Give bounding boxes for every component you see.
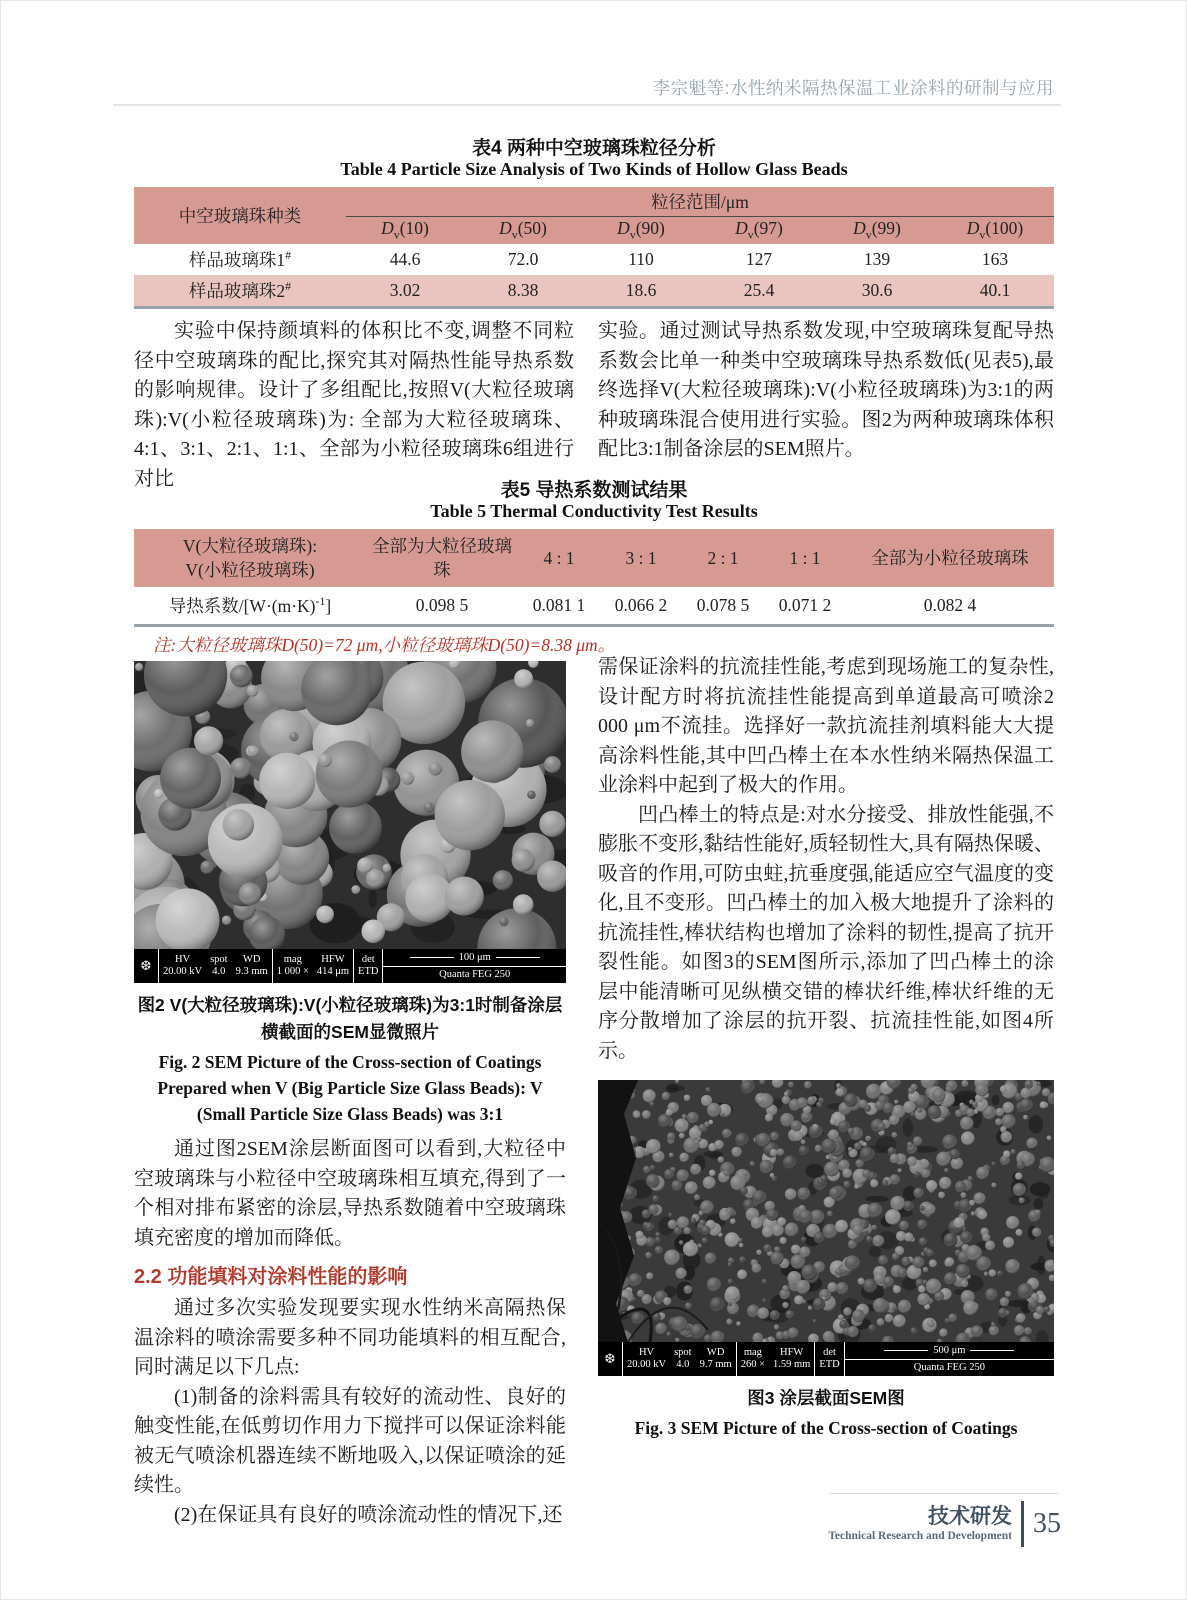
sem-bar-group [272,949,353,983]
table4-title-en: Table 4 Particle Size Analysis of Two Kinds of Hollow Glass Beads [340,159,848,179]
cell: 127 [745,249,773,269]
table-row [134,244,1054,275]
left-column [134,661,566,1530]
table4 [134,187,1054,309]
cell: 3.02 [389,280,421,300]
sem-logo-icon: ❆ [604,1351,616,1366]
cell: 0.071 2 [778,595,832,615]
cell: 139 [863,249,891,269]
paragraph: 需保证涂料的抗流挂性能,考虑到现场施工的复杂性,设计配方时将抗流挂性能提高到单道最高可喷涂2 000 μm不流挂。选择好一款抗流挂剂填料能大大提高涂料性能,其中凹凸棒土在本水性纳米隔热保温工业涂料中起到了极大的作用。 [598,656,1054,796]
sem-bar-group [353,949,382,983]
row-label: 导热系数$/[W\cdot(m\cdot K)^{-1}]$ [168,594,332,616]
table-row [134,275,1054,308]
table5-col-header: 3 : 1 [600,529,682,587]
table5-col-header: 全部为小粒径玻璃珠 [846,529,1054,587]
table4-span-header: 粒径范围/μm [346,187,1054,217]
cell: 30.6 [861,280,893,300]
sem-field-mag: mag 260 × [740,1346,765,1370]
cell: 18.6 [625,280,657,300]
table5-col-header: 1 : 1 [764,529,846,587]
figure3-sem-image [598,1080,1054,1342]
page-number: 35 [1033,1508,1061,1539]
sem-scale-bar: 100 μm [383,949,566,967]
footer-section-en: Technical Research and Development [828,1529,1012,1542]
figure3-sem-infobar [598,1342,1054,1376]
sem-field-hv: HV 20.00 kV [163,953,203,977]
sem-bar-group [158,949,272,983]
footer-section-zh: 技术研发 [928,1504,1012,1528]
figure3-caption-zh: 图3 涂层截面SEM图 [747,1388,905,1408]
left-column-top [134,317,574,494]
cell: 0.066 2 [614,595,668,615]
paragraph: 通过多次实验发现要实现水性纳米高隔热保温涂料的喷涂需要多种不同功能填料的相互配合,同时满足以下几点: [134,1297,566,1378]
running-head: 李宗魁等:水性纳米隔热保温工业涂料的研制与应用 [652,78,1054,98]
sem-scale-area [382,949,566,983]
sem-scale-area [844,1342,1054,1376]
table5-col-header: 2 : 1 [682,529,764,587]
sem-field-det: det ETD [819,1346,840,1370]
figure2-caption-en: Fig. 2 SEM Picture of the Cross-section of Coatings Prepared when V (Big Particle Size Glass Beads): V (Small Particle Size Glass Beads) was 3:1 [157,1052,543,1124]
sem-bar-group [814,1342,843,1376]
table4-col-header: $D_v(90)$ [582,217,700,245]
table5-row-header-line2: V(小粒径玻璃珠) [185,560,315,580]
row-label: 样品玻璃珠1# [188,248,292,270]
sem-field-hfw: HFW 414 μm [316,953,350,977]
sem-field-mag: mag 1 000 × [276,953,309,977]
section-heading-2-2: 2.2 功能填料对涂料性能的影响 [134,1266,408,1288]
table4-col-header: $D_v(50)$ [464,217,582,245]
cell: 72.0 [507,249,539,269]
header-rule [113,104,1061,106]
table5-title-en: Table 5 Thermal Conductivity Test Results [430,501,758,521]
figure2-caption-zh: 图2 V(大粒径玻璃珠):V(小粒径玻璃珠)为3:1时制备涂层横截面的SEM显微照片 [137,995,563,1042]
table4-col-header: $D_v(100)$ [936,217,1054,245]
footer-section [828,1505,1012,1544]
sem-field-hv: HV 20.00 kV [627,1346,667,1370]
paragraph: (2)在保证具有良好的喷涂流动性的情况下,还 [174,1503,563,1526]
figure2-sem-infobar [134,949,566,983]
table5-title-zh: 表5 导热系数测试结果 [500,480,688,501]
cell: 0.082 4 [923,595,977,615]
footer-rule [829,1493,1059,1494]
footer [641,1501,1061,1547]
sem-logo-icon: ❆ [140,958,152,973]
cell: 40.1 [979,280,1011,300]
paragraph: 实验。通过测试导热系数发现,中空玻璃珠复配导热系数会比单一种类中空玻璃珠导热系数低(见表5),最终选择V(大粒径玻璃珠):V(小粒径玻璃珠)为3:1的两种玻璃珠混合使用进行实验。图2为两种玻璃珠体积配比3:1制备涂层的SEM照片。 [598,320,1054,460]
table4-row-header: 中空玻璃珠种类 [134,187,346,244]
cell: 44.6 [389,249,421,269]
sem-field-spot: spot 4.0 [674,1346,692,1370]
paragraph: 实验中保持颜填料的体积比不变,调整不同粒径中空玻璃珠的配比,探究其对隔热性能导热系数的影响规律。设计了多组配比,按照V(大粒径玻璃珠):V(小粒径玻璃珠)为: 全部为大粒径玻璃珠、4:1、3:1、2:1、1:1、全部为小粒径玻璃珠6组进行对比 [134,320,574,490]
table-row [134,587,1054,626]
sem-field-spot: spot 4.0 [210,953,228,977]
cell: 0.098 5 [415,595,469,615]
paragraph: 凹凸棒土的特点是:对水分接受、排放性能强,不膨胀不变形,黏结性能好,质轻韧性大,具有隔热保暖、吸音的作用,可防虫蛀,抗垂度强,能适应空气温度的变化,且不变形。凹凸棒土的加入极大地提升了涂料的抗流挂性,棒状结构也增加了涂料的韧性,提高了抗开裂性能。如图3的SEM图所示,添加了凹凸棒土的涂层中能清晰可见纵横交错的棒状纤维,棒状纤维的无序分散增加了涂层的抗开裂、抗流挂性能,如图4所示。 [598,803,1054,1062]
sem-instrument-label: Quanta FEG 250 [439,969,511,981]
paragraph: (1)制备的涂料需具有较好的流动性、良好的触变性能,在低剪切作用力下搅拌可以保证涂料能被无气喷涂机器连续不断地吸入,以保证喷涂的延续性。 [134,1385,566,1496]
cell: 8.38 [507,280,539,300]
cell: 110 [628,249,654,269]
cell: 163 [981,249,1009,269]
table5 [134,529,1054,627]
table4-col-header: $D_v(10)$ [346,217,464,245]
cell: 0.081 1 [532,595,586,615]
table5-col-header: 4 : 1 [518,529,600,587]
table5-row-header [134,529,366,587]
table4-col-header: $D_v(99)$ [818,217,936,245]
sem-field-hfw: HFW 1.59 mm [773,1346,811,1370]
table4-col-header: $D_v(97)$ [700,217,818,245]
sem-instrument-label: Quanta FEG 250 [913,1362,985,1374]
cell: 0.078 5 [696,595,750,615]
sem-scale-bar: 500 μm [845,1342,1054,1360]
table5-col-header: 全部为大粒径玻璃珠 [366,529,518,587]
sem-field-wd: WD 9.3 mm [235,953,268,977]
cell: 25.4 [743,280,775,300]
footer-divider [1021,1501,1024,1547]
figure2-sem-image [134,661,566,949]
table5-footnote: 注:大粒径玻璃珠D(50)=72 μm,小粒径玻璃珠D(50)=8.38 μm。 [153,635,616,655]
sem-field-wd: WD 9.7 mm [699,1346,732,1370]
right-column [598,653,1054,1441]
paragraph: 通过图2SEM涂层断面图可以看到,大粒径中空玻璃珠与小粒径中空玻璃珠相互填充,得到了一个相对排布紧密的涂层,导热系数随着中空玻璃珠填充密度的增加而降低。 [134,1138,566,1249]
table4-title-zh: 表4 两种中空玻璃珠粒径分析 [472,138,716,159]
table5-row-header-line1: V(大粒径玻璃珠): [182,536,318,556]
figure3-caption-en: Fig. 3 SEM Picture of the Cross-section of Coatings [634,1418,1018,1438]
sem-bar-group [736,1342,815,1376]
right-column-top [598,317,1054,465]
row-label: 样品玻璃珠2# [188,279,292,301]
sem-bar-group [622,1342,736,1376]
sem-field-det: det ETD [358,953,379,977]
